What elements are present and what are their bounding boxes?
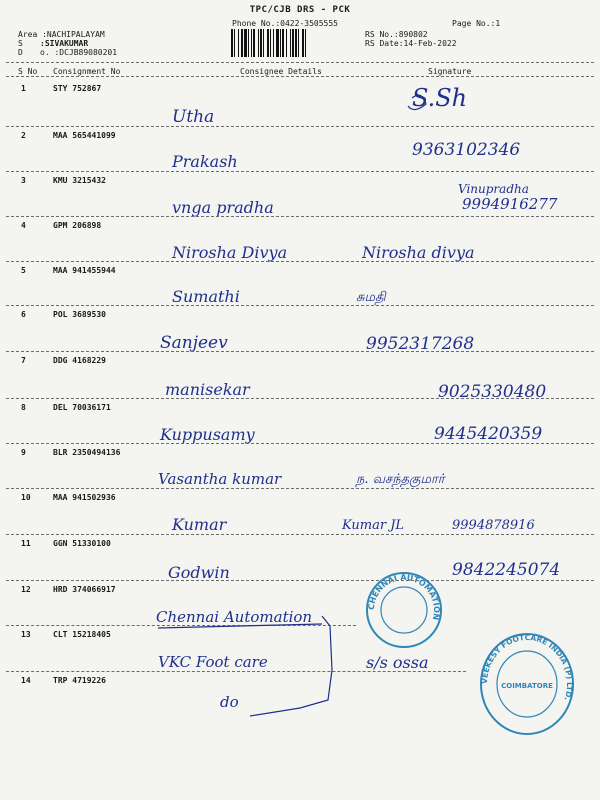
row-number: 9: [21, 448, 26, 457]
vkc-stamp-text: VEEKESY FOOTCARE INDIA (P) LTD.: [479, 632, 575, 702]
column-header-signature: Signature: [428, 67, 472, 76]
consignment-number: POL 3689530: [53, 310, 106, 319]
row-number: 14: [21, 676, 31, 685]
chennai-automation-stamp: [364, 570, 444, 650]
phone-number: Phone No.:0422-3505555: [232, 19, 338, 28]
signature: சுமதி: [356, 290, 386, 305]
row-number: 6: [21, 310, 26, 319]
consignment-number: DEL 70036171: [53, 403, 111, 412]
page-title: TPC/CJB DRS - PCK: [249, 5, 351, 15]
rs-date: RS Date:14-Feb-2022: [365, 39, 457, 48]
chennai-stamp-text: CHENNAI AUTOMATION: [366, 572, 442, 621]
consignee-name: do: [220, 693, 239, 711]
signature: 9445420359: [434, 424, 543, 444]
consignee-name: Godwin: [168, 563, 230, 582]
left-mark-d: D: [18, 48, 23, 57]
column-header-consignee: Consignee Details: [240, 67, 322, 76]
consignment-number: TRP 4719226: [53, 676, 106, 685]
phone-note: 9994916277: [462, 195, 558, 213]
row-number: 8: [21, 403, 26, 412]
vkc-footcare-stamp: [478, 630, 576, 738]
staff-name: :SIVAKUMAR: [40, 39, 89, 48]
consignee-name: vnga pradha: [172, 198, 274, 217]
consignment-number: GPM 206898: [53, 221, 102, 230]
consignee-name: Vasantha kumar: [158, 470, 282, 488]
signature: 9363102346: [412, 140, 521, 160]
consignment-number: HRD 374066917: [53, 585, 116, 594]
row-number: 1: [21, 84, 26, 93]
row-number: 5: [21, 266, 26, 275]
signature: s/s ossa: [366, 653, 429, 672]
consignment-number: BLR 2350494136: [53, 448, 121, 457]
consignment-number: MAA 941455944: [53, 266, 116, 275]
column-header-sno: S No: [18, 67, 38, 76]
page-number: Page No.:1: [452, 19, 501, 28]
area-label: Area :NACHIPALAYAM: [18, 30, 105, 39]
left-mark-s: S: [18, 39, 23, 48]
consignment-number: CLT 15218405: [53, 630, 111, 639]
consignment-number: MAA 941502936: [53, 493, 116, 502]
consignee-name: Sumathi: [172, 287, 240, 306]
row-number: 2: [21, 131, 26, 140]
consignment-number: STY 752867: [53, 84, 102, 93]
signature: Nirosha divya: [362, 243, 475, 262]
column-header-consignment: Consignment No: [53, 67, 121, 76]
signature: ந. வசந்தகுமார்: [356, 472, 445, 487]
consignee-name: manisekar: [165, 380, 250, 399]
consignee-name: Kuppusamy: [160, 425, 255, 444]
drs-number: o. :DCJB89080201: [40, 48, 118, 57]
signature: Vinupradha: [458, 182, 529, 196]
consignment-number: DDG 4168229: [53, 356, 106, 365]
consignment-number: KMU 3215432: [53, 176, 106, 185]
row-number: 4: [21, 221, 26, 230]
consignment-number: MAA 565441099: [53, 131, 116, 140]
consignee-name: Sanjeev: [160, 333, 228, 353]
phone-note: 9994878916: [452, 518, 535, 533]
rs-number: RS No.:890802: [365, 30, 428, 39]
row-number: 10: [21, 493, 31, 502]
consignee-name: Kumar: [172, 515, 227, 534]
signature: S.Sh: [412, 84, 468, 112]
row-number: 13: [21, 630, 31, 639]
signature: 9842245074: [452, 560, 561, 580]
signature: 9952317268: [366, 334, 475, 354]
consignee-name: VKC Foot care: [158, 653, 268, 671]
consignee-name: Prakash: [172, 152, 238, 171]
row-number: 11: [21, 539, 31, 548]
row-number: 7: [21, 356, 26, 365]
consignee-name: Nirosha Divya: [172, 243, 288, 262]
vkc-stamp-city: COIMBATORE: [501, 682, 553, 690]
row-number: 12: [21, 585, 31, 594]
consignee-name: Utha: [172, 107, 215, 127]
consignee-name: Chennai Automation: [156, 608, 313, 626]
row-number: 3: [21, 176, 26, 185]
consignment-number: GGN 51330100: [53, 539, 111, 548]
signature: 9025330480: [438, 382, 547, 402]
signature: Kumar JL: [342, 518, 405, 533]
